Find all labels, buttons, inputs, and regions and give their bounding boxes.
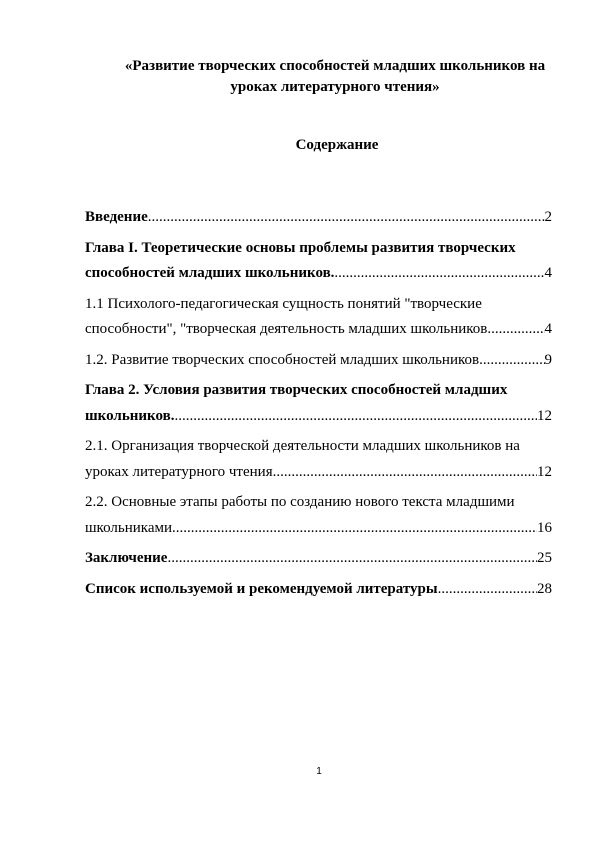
toc-entry-last-line [85,205,552,231]
toc-entry-label: Введение [85,209,148,225]
toc-entry-label: способности", "творческая деятельность младших школьников [85,321,488,337]
toc-entry-text-line: 1.1 Психолого-педагогическая сущность понятий "творческие [85,295,482,312]
toc-entry [85,546,552,572]
toc-dot-leader [174,404,537,430]
toc-entry-label: 1.2. Развитие творческих способностей младших школьников. [85,351,483,368]
toc-entry-last-line [85,348,552,374]
toc-dot-leader [483,348,545,374]
page-number: 1 [316,766,322,777]
toc-entry-last-line [85,546,552,572]
toc-page-number: 12 [537,463,552,480]
toc-page-number: 28 [537,580,552,597]
toc-entry-label: школьниками. [85,519,176,536]
toc-page-number: 12 [537,407,552,424]
toc-entry-last-line [85,261,552,287]
toc-dot-leader [276,460,537,486]
toc-entry-text-line: 2.1. Организация творческой деятельности младших школьников на [85,438,520,454]
toc-entry-label: уроках литературного чтения. [85,463,277,480]
toc-dot-leader [334,261,544,287]
toc-entry-label: способностей младших школьников. [85,265,335,281]
toc-page-number: 25 [537,550,552,566]
toc-dot-leader [176,516,537,542]
document-title-line-2: уроках литературного чтения» [230,79,440,95]
toc-entry-last-line [85,460,552,486]
toc-entry-text-line: 2.2. Основные этапы работы по созданию нового текста младшими [85,494,515,510]
toc-page-number: 16 [537,519,552,536]
toc-entry [85,292,552,343]
toc-entry [85,348,552,374]
toc-dot-leader [148,205,545,231]
toc-entry-text-line: Глава 2. Условия развития творческих способностей младших [85,382,508,398]
toc-page-number: 9 [544,351,552,368]
document-title-line-1: «Развитие творческих способностей младших школьников на [124,58,546,74]
toc-dot-leader [167,546,537,572]
toc-page-number: 2 [544,209,552,225]
toc-entry [85,205,552,231]
toc-entry [85,490,552,541]
table-of-contents [85,205,552,607]
toc-entry-last-line [85,317,552,343]
toc-entry-label: школьников. [85,407,175,424]
toc-entry-last-line [85,404,552,430]
toc-page-number: 4 [544,321,552,337]
toc-dot-leader [438,577,537,603]
toc-entry-last-line [85,516,552,542]
toc-entry-label: Список используемой и рекомендуемой литературы [85,580,438,597]
toc-entry-label: Заключение [85,550,168,566]
toc-dot-leader [487,317,544,343]
toc-entry [85,236,552,287]
toc-entry [85,577,552,603]
document-title [100,56,570,98]
toc-page-number: 4 [544,265,552,281]
toc-entry-text-line: Глава I. Теоретические основы проблемы развития творческих [85,239,516,256]
toc-entry [85,434,552,485]
contents-heading: Содержание [295,137,379,153]
toc-entry [85,378,552,429]
toc-entry-last-line [85,577,552,603]
